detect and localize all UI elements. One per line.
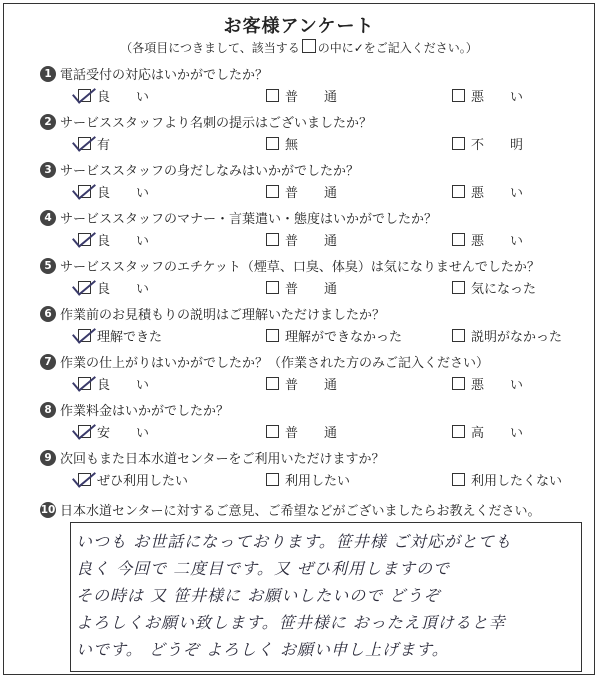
checked-checkbox[interactable] bbox=[78, 377, 91, 390]
page-title: お客様アンケート bbox=[223, 16, 375, 37]
question-text: サービススタッフより名刺の提示はございましたか？ bbox=[60, 116, 373, 131]
checkbox[interactable] bbox=[266, 137, 279, 150]
question-4 bbox=[40, 208, 437, 227]
checkbox[interactable] bbox=[452, 281, 465, 294]
handwritten-line: 良く 今回で 二度目です。又 ぜひ利用しますので bbox=[76, 559, 450, 578]
option-label: 良 い bbox=[97, 234, 150, 249]
answer-option[interactable] bbox=[266, 422, 337, 441]
checkmark-sample-icon: ✓ bbox=[353, 41, 364, 55]
checkbox[interactable] bbox=[452, 233, 465, 246]
checkbox[interactable] bbox=[266, 281, 279, 294]
answer-option[interactable] bbox=[452, 182, 523, 201]
instructions-pre: （各項目につきまして、該当する bbox=[120, 41, 300, 55]
checkbox[interactable] bbox=[452, 329, 465, 342]
option-label: 理解ができなかった bbox=[285, 330, 403, 345]
instructions-mid: の中に bbox=[317, 41, 354, 55]
checkbox[interactable] bbox=[266, 377, 279, 390]
answer-option[interactable] bbox=[452, 230, 523, 249]
answer-option[interactable] bbox=[452, 278, 536, 297]
instructions-post: をご記入ください。） bbox=[363, 41, 478, 55]
checkbox[interactable] bbox=[452, 185, 465, 198]
question-7 bbox=[40, 352, 489, 371]
question-text: サービススタッフのエチケット（煙草、口臭、体臭）は気になりませんでしたか？ bbox=[60, 260, 540, 275]
survey-sheet bbox=[3, 3, 595, 675]
question-number-badge: 10 bbox=[40, 503, 56, 516]
instructions bbox=[4, 39, 594, 56]
question-5 bbox=[40, 256, 540, 275]
handwritten-line: その時は 又 笹井様に お願いしたいので どうぞ bbox=[76, 586, 441, 605]
option-label: 不 明 bbox=[471, 138, 524, 153]
answer-option[interactable] bbox=[266, 374, 337, 393]
question-number-badge: 8 bbox=[40, 402, 56, 418]
handwritten-line: いつも お世話になっております。笹井様 ご対応がとても bbox=[76, 532, 512, 551]
answer-option[interactable] bbox=[78, 182, 149, 201]
option-label: 悪 い bbox=[471, 90, 524, 105]
checkbox[interactable] bbox=[452, 425, 465, 438]
checked-checkbox[interactable] bbox=[78, 233, 91, 246]
option-label: 良 い bbox=[97, 378, 150, 393]
question-2 bbox=[40, 112, 372, 131]
option-label: 理解できた bbox=[97, 330, 163, 345]
answer-option[interactable] bbox=[78, 278, 149, 297]
answer-option[interactable] bbox=[266, 134, 298, 153]
option-label: 良 い bbox=[97, 186, 150, 201]
answer-option[interactable] bbox=[266, 278, 337, 297]
question-10 bbox=[40, 500, 540, 519]
option-label: 普 通 bbox=[285, 426, 338, 441]
answer-option[interactable] bbox=[78, 230, 149, 249]
question-number-badge: 2 bbox=[40, 114, 56, 130]
checkbox[interactable] bbox=[266, 185, 279, 198]
option-label: 安 い bbox=[97, 426, 150, 441]
option-label: 悪 い bbox=[471, 378, 524, 393]
option-label: 利用したい bbox=[285, 474, 351, 489]
answer-option[interactable] bbox=[78, 374, 149, 393]
question-8 bbox=[40, 400, 229, 419]
question-text: 次回もまた日本水道センターをご利用いただけますか？ bbox=[60, 452, 385, 467]
checked-checkbox[interactable] bbox=[78, 89, 91, 102]
checkbox[interactable] bbox=[452, 377, 465, 390]
question-text: サービススタッフの身だしなみはいかがでしたか？ bbox=[60, 164, 360, 179]
option-label: 有 bbox=[97, 138, 111, 153]
checkbox[interactable] bbox=[266, 425, 279, 438]
option-label: 利用したくない bbox=[471, 474, 563, 489]
option-label: 普 通 bbox=[285, 234, 338, 249]
answer-option[interactable] bbox=[266, 230, 337, 249]
answer-option[interactable] bbox=[452, 470, 562, 489]
option-label: 悪 い bbox=[471, 234, 524, 249]
option-label: 普 通 bbox=[285, 378, 338, 393]
answer-option[interactable] bbox=[78, 134, 110, 153]
handwritten-line: よろしくお願い致します。笹井様に おったえ頂けると幸 bbox=[76, 613, 506, 632]
option-label: 普 通 bbox=[285, 90, 338, 105]
answer-option[interactable] bbox=[266, 470, 350, 489]
checked-checkbox[interactable] bbox=[78, 473, 91, 486]
option-label: 気になった bbox=[471, 282, 537, 297]
question-9 bbox=[40, 448, 384, 467]
checkbox[interactable] bbox=[266, 473, 279, 486]
question-text: 電話受付の対応はいかがでしたか？ bbox=[60, 68, 269, 83]
answer-option[interactable] bbox=[452, 422, 523, 441]
checkbox[interactable] bbox=[452, 137, 465, 150]
question-number-badge: 7 bbox=[40, 354, 56, 370]
answer-option[interactable] bbox=[452, 86, 523, 105]
question-number-badge: 9 bbox=[40, 450, 56, 466]
checkbox[interactable] bbox=[266, 233, 279, 246]
checkbox[interactable] bbox=[266, 89, 279, 102]
answer-option[interactable] bbox=[78, 326, 162, 345]
option-label: 説明がなかった bbox=[471, 330, 563, 345]
question-number-badge: 6 bbox=[40, 306, 56, 322]
checked-checkbox[interactable] bbox=[78, 185, 91, 198]
checkbox[interactable] bbox=[452, 89, 465, 102]
option-label: 高 い bbox=[471, 426, 524, 441]
question-number-badge: 5 bbox=[40, 258, 56, 274]
answer-option[interactable] bbox=[78, 422, 149, 441]
checked-checkbox[interactable] bbox=[78, 425, 91, 438]
checked-checkbox[interactable] bbox=[78, 137, 91, 150]
answer-option[interactable] bbox=[452, 134, 523, 153]
answer-option[interactable] bbox=[452, 374, 523, 393]
question-number-badge: 3 bbox=[40, 162, 56, 178]
checkbox[interactable] bbox=[266, 329, 279, 342]
answer-option[interactable] bbox=[266, 182, 337, 201]
question-1 bbox=[40, 64, 268, 83]
question-number-badge: 4 bbox=[40, 210, 56, 226]
question-text: 作業の仕上がりはいかがでしたか？（作業された方のみご記入ください） bbox=[60, 356, 490, 371]
option-label: 悪 い bbox=[471, 186, 524, 201]
checked-checkbox[interactable] bbox=[78, 281, 91, 294]
question-6 bbox=[40, 304, 385, 323]
option-label: 良 い bbox=[97, 282, 150, 297]
option-label: 無 bbox=[285, 138, 299, 153]
option-label: 普 通 bbox=[285, 282, 338, 297]
option-label: 良 い bbox=[97, 90, 150, 105]
handwritten-line: いです。 どうぞ よろしく お願い申し上げます。 bbox=[76, 640, 449, 659]
answer-option[interactable] bbox=[266, 326, 402, 345]
option-label: 普 通 bbox=[285, 186, 338, 201]
answer-option[interactable] bbox=[452, 326, 562, 345]
question-text: サービススタッフのマナー・言葉遣い・態度はいかがでしたか？ bbox=[60, 212, 438, 227]
answer-option[interactable] bbox=[266, 86, 337, 105]
question-text: 作業前のお見積もりの説明はご理解いただけましたか？ bbox=[60, 308, 386, 323]
question-number-badge: 1 bbox=[40, 66, 56, 82]
question-text: 作業料金はいかがでしたか？ bbox=[60, 404, 230, 419]
answer-option[interactable] bbox=[78, 470, 188, 489]
checkbox-sample-icon bbox=[302, 39, 316, 53]
checked-checkbox[interactable] bbox=[78, 329, 91, 342]
checkbox[interactable] bbox=[452, 473, 465, 486]
comment-prompt: 日本水道センターに対するご意見、ご希望などがございましたらお教えください。 bbox=[60, 504, 541, 519]
answer-option[interactable] bbox=[78, 86, 149, 105]
option-label: ぜひ利用したい bbox=[97, 474, 189, 489]
question-3 bbox=[40, 160, 359, 179]
